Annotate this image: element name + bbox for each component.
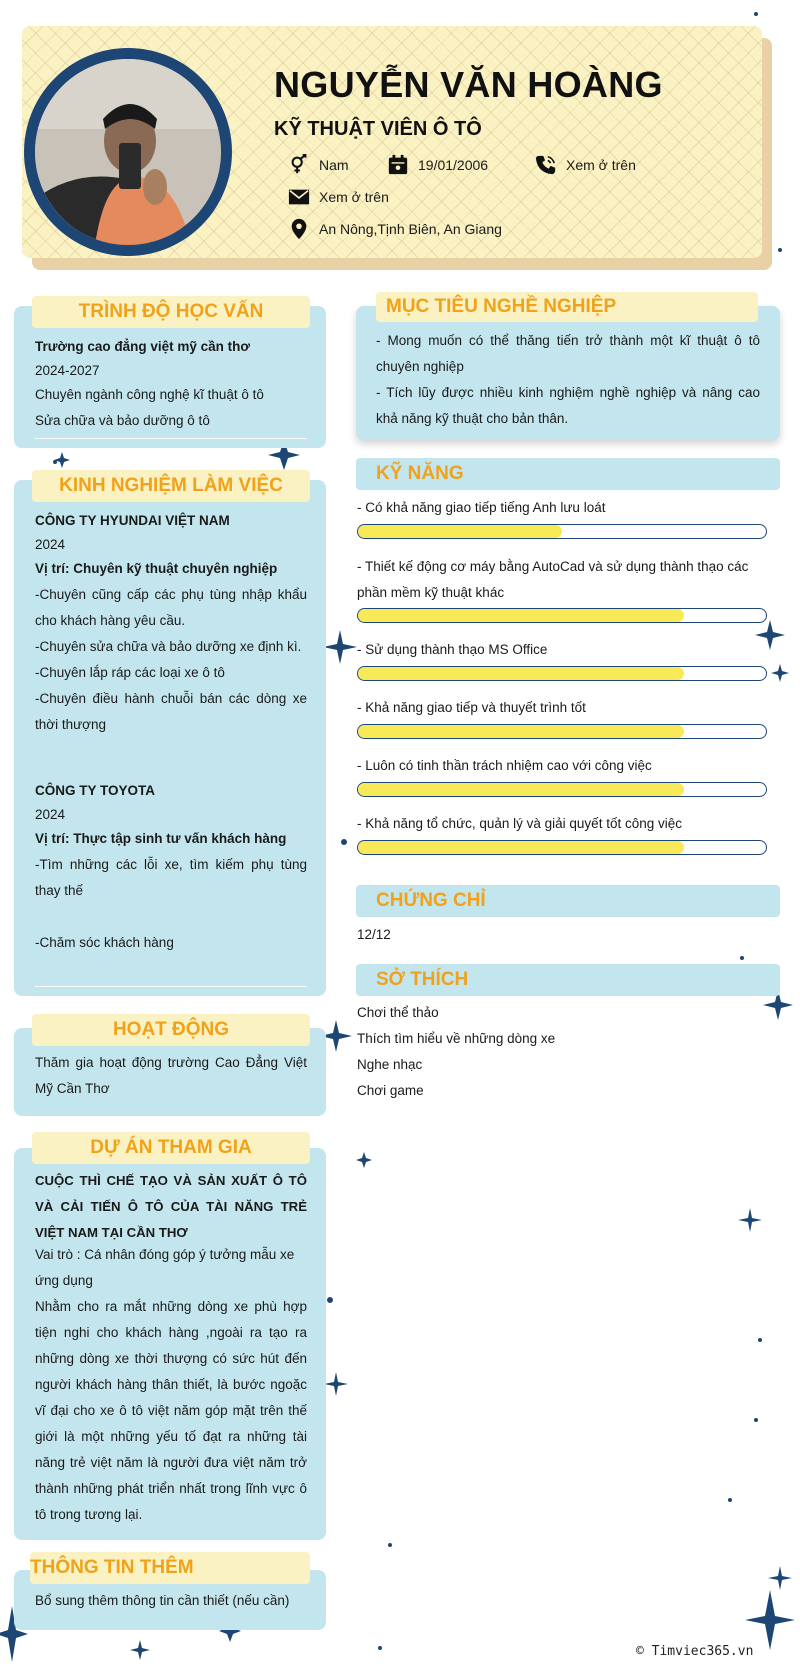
email-value: Xem ở trên — [319, 189, 389, 205]
certificates-text: 12/12 — [357, 927, 391, 942]
job-duty: -Chuyên cũng cấp các phụ tùng nhập khẩu cho khách hàng yêu cầu. — [35, 587, 307, 628]
job-year: 2024 — [35, 537, 66, 552]
job-title: KỸ THUẬT VIÊN Ô TÔ — [274, 118, 482, 140]
phone-info — [535, 154, 636, 176]
avatar — [24, 48, 232, 256]
project-name: CUỘC THÌ CHẾ TẠO VÀ SẢN XUẤT Ô TÔ VÀ CẢI TIẾN Ô TÔ CỦA TÀI NĂNG TRẺ VIỆT NAM TẠI CẦN THƠ — [35, 1173, 307, 1240]
skill-bar-fill — [358, 783, 684, 796]
address-info — [288, 218, 502, 240]
skill-bar-fill — [358, 841, 684, 854]
experience-title: KINH NGHIỆM LÀM VIỆC — [32, 470, 310, 502]
phone-value: Xem ở trên — [566, 157, 636, 173]
career-goal-line: - Mong muốn có thể thăng tiến trở thành một kĩ thuật ô tô chuyên nghiệp — [376, 333, 760, 374]
career-goal-line: - Tích lũy được nhiều kinh nghiệm nghề nghiệp và nâng cao khả năng kỹ thuật cho bản thân. — [376, 385, 760, 426]
skill-bar-fill — [358, 609, 684, 622]
skill-label: - Khả năng tổ chức, quản lý và giải quyết tốt công việc — [357, 816, 682, 831]
star-icon — [323, 630, 357, 664]
job-duty: -Chuyên sửa chữa và bảo dưỡng xe định kì. — [35, 639, 302, 654]
star-icon — [356, 1152, 372, 1168]
email-info — [288, 186, 389, 208]
job-duty: -Chăm sóc khách hàng — [35, 935, 174, 950]
activities-text: Thăm gia hoạt động trường Cao Đẳng Việt Mỹ Cần Thơ — [35, 1055, 307, 1096]
job-position: Vị trí: Thực tập sinh tư vấn khách hàng — [35, 831, 287, 846]
job-duty: -Chuyên điều hành chuỗi bán các dòng xe thời thượng — [35, 691, 307, 732]
education-major: Chuyên ngành công nghệ kĩ thuật ô tô — [35, 387, 264, 402]
career-goal-title: MỤC TIÊU NGHỀ NGHIỆP — [376, 292, 758, 322]
calendar-icon — [387, 154, 409, 176]
candidate-name: NGUYỄN VĂN HOÀNG — [274, 64, 663, 105]
skill-label: - Luôn có tinh thần trách nhiệm cao với công việc — [357, 758, 652, 773]
skill-bar — [357, 608, 767, 623]
skill-bar — [357, 724, 767, 739]
skill-label: - Thiết kế động cơ máy bằng AutoCad và sử dụng thành thạo các phần mềm kỹ thuật khác — [357, 559, 749, 600]
gender-icon — [288, 154, 310, 176]
footer-watermark: © Timviec365.vn — [636, 1644, 754, 1659]
gender-value: Nam — [319, 157, 349, 173]
education-period: 2024-2027 — [35, 363, 100, 378]
company-name: CÔNG TY TOYOTA — [35, 783, 156, 798]
skill-bar — [357, 840, 767, 855]
activities-title: HOẠT ĐỘNG — [32, 1014, 310, 1046]
skill-bar — [357, 782, 767, 797]
skills-title: KỸ NĂNG — [376, 463, 464, 484]
project-description: Nhằm cho ra mắt những dòng xe phù hợp tiện nghi cho khách hàng ,ngoài ra tạo ra những dòng xe thời thượng có sức hút đến người khách hàng thân thiết, là bước ngoặc vĩ đại cho xe ô tô việt năm góp mặt trên thế giới là một những yếu tố đạt ra những tài năng trẻ việt năm là người đưa việt năm trở thành những phát triển nhất trong lĩnh vực ô tô trong tương lại. — [35, 1299, 307, 1522]
job-position: Vị trí: Chuyên kỹ thuật chuyên nghiệp — [35, 561, 278, 576]
gender-info — [288, 154, 349, 176]
star-icon — [768, 1566, 792, 1590]
certificates-title: CHỨNG CHỈ — [376, 890, 486, 911]
skill-bar-fill — [358, 725, 684, 738]
star-icon — [54, 452, 70, 468]
more-info-text: Bổ sung thêm thông tin cần thiết (nếu cần) — [35, 1593, 290, 1608]
hobby-item: Chơi game — [357, 1083, 424, 1098]
skill-label: - Có khả năng giao tiếp tiếng Anh lưu loát — [357, 500, 606, 515]
education-detail: Sửa chữa và bảo dưỡng ô tô — [35, 413, 210, 428]
star-icon — [771, 664, 789, 682]
phone-icon — [535, 154, 557, 176]
job-year: 2024 — [35, 807, 66, 822]
skill-bar — [357, 524, 767, 539]
hobby-item: Chơi thể thảo — [357, 1005, 439, 1020]
hobby-item: Thích tìm hiểu về những dòng xe — [357, 1031, 556, 1046]
birthday-value: 19/01/2006 — [418, 157, 489, 173]
skill-bar-fill — [358, 667, 684, 680]
education-school: Trường cao đẳng việt mỹ cần thơ — [35, 339, 251, 354]
career-goal-text — [376, 328, 760, 432]
hobbies-title: SỞ THÍCH — [376, 969, 469, 990]
skill-label: - Khả năng giao tiếp và thuyết trình tốt — [357, 700, 586, 715]
star-icon — [738, 1208, 762, 1232]
location-pin-icon — [288, 218, 310, 240]
skill-bar-fill — [358, 525, 562, 538]
skill-label: - Sử dụng thành thạo MS Office — [357, 642, 548, 657]
job-duty: -Tìm những các lỗi xe, tìm kiếm phụ tùng thay thế — [35, 857, 307, 898]
profile-photo — [35, 59, 221, 245]
star-icon — [130, 1640, 150, 1660]
divider — [35, 438, 307, 439]
address-value: An Nông,Tịnh Biên, An Giang — [319, 221, 502, 237]
projects-title: DỰ ÁN THAM GIA — [32, 1132, 310, 1164]
divider — [35, 986, 307, 987]
envelope-icon — [288, 186, 310, 208]
star-icon — [324, 1372, 348, 1396]
education-title: TRÌNH ĐỘ HỌC VẤN — [32, 296, 310, 328]
job-duty: -Chuyên lắp ráp các loại xe ô tô — [35, 665, 225, 680]
hobby-item: Nghe nhạc — [357, 1057, 423, 1072]
more-info-title: THÔNG TIN THÊM — [30, 1552, 310, 1584]
project-role: Vai trò : Cá nhân đóng góp ý tưởng mẫu xe ứng dụng — [35, 1247, 295, 1288]
star-icon — [745, 1590, 795, 1650]
skill-bar — [357, 666, 767, 681]
birthday-info — [387, 154, 488, 176]
company-name: CÔNG TY HYUNDAI VIỆT NAM — [35, 513, 230, 528]
